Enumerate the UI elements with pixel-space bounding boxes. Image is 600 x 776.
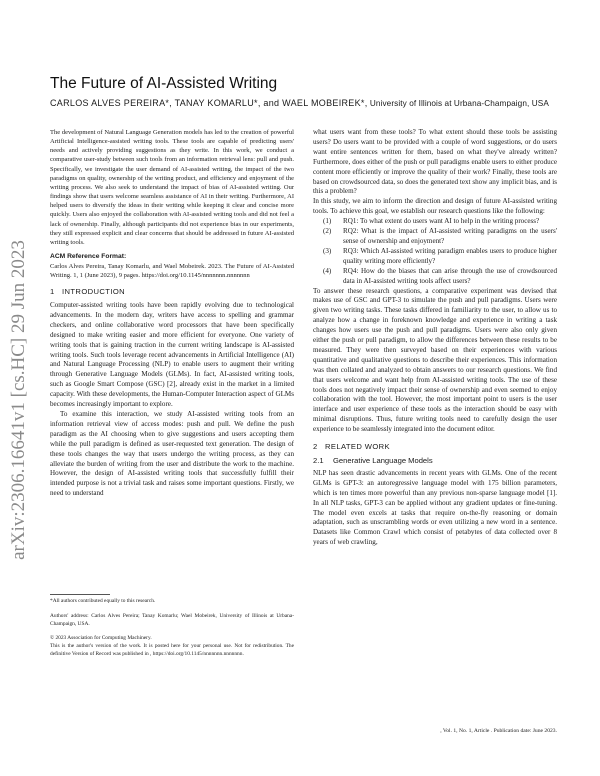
footnote-license: This is the author's version of the work. It is posted here for your personal use. Not for redistribution. The definitive Version of Record was published in , https://doi.org/10.1145/nnnnnnn.nnnnnnn. xyxy=(50,643,294,657)
footnote-copyright: © 2023 Association for Computing Machinery. xyxy=(50,635,152,642)
right-paragraph-2: In this study, we aim to inform the direction and design of future AI-assisted writing tools. To achieve this goal, we establish our research questions like the following: xyxy=(313,197,557,216)
author-block xyxy=(50,97,560,111)
intro-paragraph-2: To examine this interaction, we study AI-assisted writing tools from an information retrieval view of access modes: push and pull. We define the push paradigm as the AI choosing when to give suggestions and users accepting them while the pull paradigm is defined as user-requested text generation. The design of these tools changes the way that users undergo the writing process, as they can alleviate the burden of writing from the user and distribute the work to the machine. However, the design of AI-assisted writing tools that successfully fulfill their intended purpose is not a trivial task and raises some important questions. Firstly, we need to understand xyxy=(50,410,294,498)
arxiv-stamp xyxy=(4,170,34,630)
arxiv-stamp-text: arXiv:2306.16641v1 [cs.HC] 29 Jun 2023 xyxy=(8,240,29,560)
left-column xyxy=(50,128,294,499)
rq-text: RQ1: To what extent do users want AI to help in the writing process? xyxy=(343,217,540,226)
rq-number: (3) xyxy=(323,246,332,255)
rq-text: RQ3: Which AI-assisted writing paradigm enables users to produce higher quality writing more efficiently? xyxy=(343,246,557,265)
rq-text: RQ2: What is the impact of AI-assisted writing paradigms on the users' sense of ownership and enjoyment? xyxy=(343,227,557,245)
rq-number: (4) xyxy=(323,266,332,275)
right-paragraph-1: what users want from these tools? To what extent should these tools be assisting users? Do users want to be provided with a couple of word suggestions, or do users want entire sentences written for them, based on what they've already written? Furthermore, does either of the push or pull paradigms enable users to either produce content more efficiently or improve the quality of their work? Finally, these tools are based on crowdsourced data, so does the generated text show any implicit bias, and is this a problem? xyxy=(313,128,557,196)
research-question-item xyxy=(313,227,557,247)
abstract: The development of Natural Language Generation models has led to the creation of powerful Artificial Intelligence-assisted writing tools. These tools are capable of predicting users' needs and actively providing suggestions as they write. In this work, we conduct a comparative user-study between such tools from an information retrieval lens: pull and push. Specifically, we investigate the user demand of AI-assisted writing, the impact of the two paradigms on quality, ownership of the writing product, and efficiency and enjoyment of the writing process. We also seek to understand the impact of bias of AI-assisted writing. Our findings show that users welcome seamless assistance of AI in their writing. Furthermore, AI helped users to diversify the ideas in their writing while keeping it clear and concise more quickly. Users also enjoyed the collaboration with AI-assisted writing tools and did not feel a lack of ownership. Finally, although participants did not experience bias in our experiments, they still expressed explicit and clear concerns that should be addressed in future AI-assisted writing tools. xyxy=(50,129,294,246)
subsection-title: Generative Language Models xyxy=(333,456,433,465)
section-heading-related-work xyxy=(313,442,557,452)
research-questions-list xyxy=(313,217,557,286)
footnotes xyxy=(50,594,294,659)
section-heading-introduction xyxy=(50,287,294,297)
footnote-rule xyxy=(50,594,110,595)
section-title: RELATED WORK xyxy=(325,442,390,452)
rq-number: (2) xyxy=(323,227,332,236)
page-footer: , Vol. 1, No. 1, Article . Publication date: June 2023. xyxy=(440,728,557,734)
paper-title: The Future of AI-Assisted Writing xyxy=(50,75,278,92)
research-question-item xyxy=(313,247,557,267)
acm-reference-label: ACM Reference Format: xyxy=(50,253,127,261)
subsection-heading-glm xyxy=(313,456,557,466)
research-question-item xyxy=(313,217,557,227)
acm-reference-text: Carlos Alves Pereira, Tanay Komarlu, and Wael Mobeirek. 2023. The Future of AI-Assisted Writing. 1, 1 (June 2023), 9 pages. https://doi.org/10.1145/nnnnnnn.nnnnnnn xyxy=(50,262,294,280)
right-paragraph-3: To answer these research questions, a comparative experiment was devised that makes use of GSC and GPT-3 to simulate the push and pull paradigms. Users were given two writing tasks. These tasks differed in familiarity to the user, to allow us to analyze how a change in foreknown knowledge and experience in writing a task changes how users use the push and pull paradigms. Users were also only given either the push or pull paradigm, to allow the differences between these results to be measured. They were then surveyed based on their experiences with various quantitative and qualitative questions to describe their experiences. This information was then collated and analyzed to obtain answers to our research questions. We find that users welcome and want help from AI-assisted writing tools. The use of these tools does not negatively impact their sense of ownership and even seemed to enjoy collaboration with the tool. However, the most important point to users is the user interface and user experience of these tools as the interaction should be easy with minimal disruptions. Thus, future writing tools need to carefully design the user experience to be seamlessly integrated into the document editor. xyxy=(313,286,557,434)
footnote-address: Authors' address: Carlos Alves Pereira; Tanay Komarlu; Wael Mobeirek, University of Illinois at Urbana-Champaign, USA. xyxy=(50,612,294,627)
right-column xyxy=(313,128,557,548)
section-title: INTRODUCTION xyxy=(62,287,126,297)
author-affiliation: University of Illinois at Urbana-Champaign, USA xyxy=(367,99,549,108)
section-number: 1 xyxy=(50,287,55,297)
section-number: 2 xyxy=(313,442,318,452)
rq-text: RQ4: How do the biases that can arise through the use of crowdsourced data in AI-assisted writing tools affect users? xyxy=(343,266,557,285)
intro-paragraph-1: Computer-assisted writing tools have been rapidly evolving due to technological advancements. In the modern day, writers have access to spelling and grammar checkers, and online collaborative word processors that have been specifically designed to make writing easier and more efficient for everyone. One variety of writing tools that is gaining traction in the current writing landscape is AI-assisted writing tools. Such tools leverage recent advancements in Artificial Intelligence (AI) and Natural Language Processing (NLP) to enable users to augment their writing through Generative Language Models (GLMs). In fact, AI-assisted writing tools, such as Google Smart Compose (GSC) [2], already exist in the market in a limited capacity. With these developments, the Human-Computer Interaction aspect of GLMs becomes increasingly important to explore. xyxy=(50,301,294,409)
right-paragraph-4: NLP has seen drastic advancements in recent years with GLMs. One of the recent GLMs is GPT-3: an autoregressive language model with 175 billion parameters, which is ten times more powerful than any previous non-sparse language model [1]. In all NLP tasks, GPT-3 can be applied without any gradient updates or fine-tuning. The model even excels at tasks that require on-the-fly reasoning or domain adaptation, such as unscrambling words or even utilizing a new word in a sentence. Datasets like Common Crawl which consist of petabytes of data collected over 8 years of web crawling, xyxy=(313,468,557,547)
subsection-number: 2.1 xyxy=(313,456,324,465)
rq-number: (1) xyxy=(323,217,332,226)
research-question-item xyxy=(313,267,557,287)
author-names: CARLOS ALVES PEREIRA*, TANAY KOMARLU*, and WAEL MOBEIREK*, xyxy=(50,98,368,108)
footnote-equal-contribution: *All authors contributed equally to this research. xyxy=(50,598,156,604)
